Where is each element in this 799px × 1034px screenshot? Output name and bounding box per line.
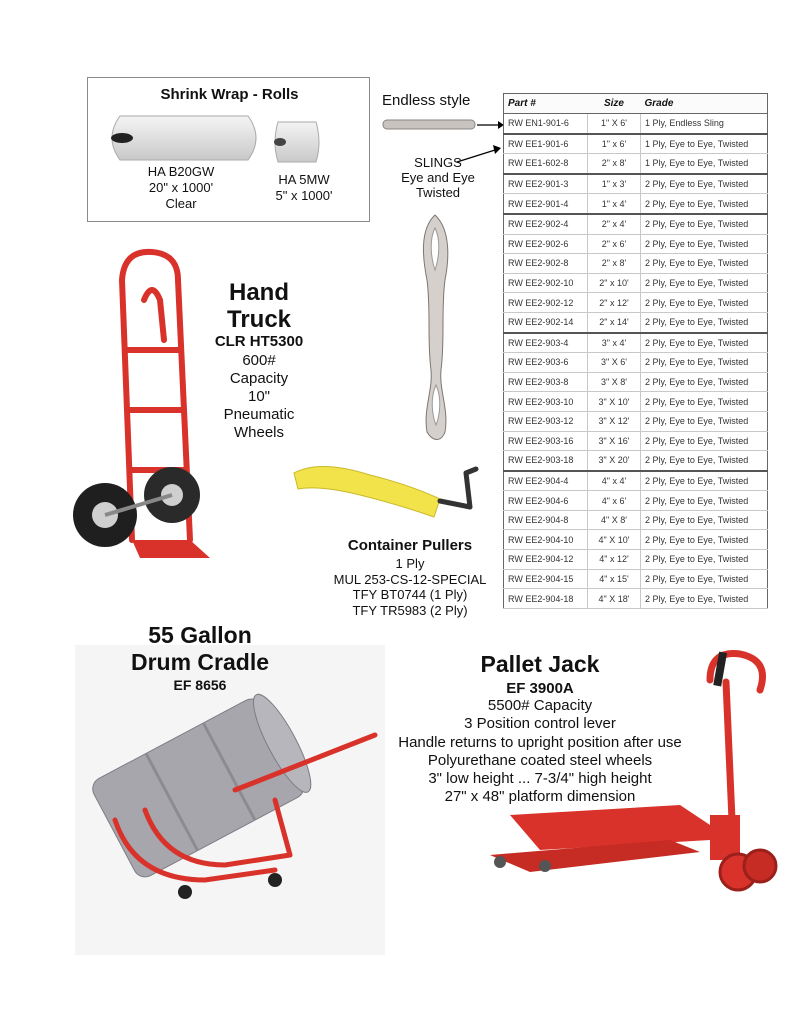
container-pullers-title: Container Pullers <box>347 537 473 554</box>
size-cell: 2" x 8' <box>588 154 641 174</box>
caption-line: 20" x 1000' <box>148 180 214 195</box>
title-line: Truck <box>226 306 292 333</box>
part-number-cell: RW EE2-904-6 <box>504 491 588 511</box>
part-number-cell: RW EE2-904-10 <box>504 530 588 550</box>
table-row <box>504 154 768 174</box>
shrink-wrap-b20gw-caption <box>106 164 256 212</box>
size-cell: 3" X 12' <box>588 411 641 431</box>
part-number-cell: RW EE2-904-18 <box>504 589 588 609</box>
grade-cell: 2 Ply, Eye to Eye, Twisted <box>641 451 768 471</box>
table-row <box>504 550 768 570</box>
drum-cradle-image <box>75 680 385 910</box>
grade-cell: 2 Ply, Eye to Eye, Twisted <box>641 491 768 511</box>
grade-cell: 2 Ply, Eye to Eye, Twisted <box>641 550 768 570</box>
table-row <box>504 372 768 392</box>
size-cell: 2" x 8' <box>588 254 641 274</box>
shrink-wrap-5mw-caption <box>254 172 354 204</box>
table-row <box>504 491 768 511</box>
hand-truck-title <box>207 279 311 333</box>
caption-line: HA 5MW <box>278 172 330 187</box>
part-number-cell: RW EE2-903-6 <box>504 353 588 373</box>
detail-line: TFY BT0744 (1 Ply) <box>352 587 468 602</box>
detail-line: Pneumatic <box>223 406 295 423</box>
grade-cell: 2 Ply, Eye to Eye, Twisted <box>641 530 768 550</box>
part-number-cell: RW EN1-901-6 <box>504 114 588 134</box>
pallet-jack-title: Pallet Jack <box>480 651 600 677</box>
grade-cell: 2 Ply, Eye to Eye, Twisted <box>641 471 768 491</box>
table-row <box>504 471 768 491</box>
caption-line: HA B20GW <box>147 164 215 179</box>
slings-table-body <box>504 114 768 609</box>
part-number-cell: RW EE2-902-14 <box>504 312 588 332</box>
pallet-jack-model: EF 3900A <box>506 680 574 697</box>
detail-line: 600# <box>242 352 276 369</box>
part-number-cell: RW EE2-901-3 <box>504 174 588 194</box>
part-number-cell: RW EE2-903-18 <box>504 451 588 471</box>
table-row <box>504 174 768 194</box>
size-cell: 3" X 16' <box>588 431 641 451</box>
hand-truck-details <box>207 352 311 442</box>
size-cell: 4" X 8' <box>588 510 641 530</box>
eye-sling-image <box>405 210 465 445</box>
part-number-cell: RW EE2-903-12 <box>504 411 588 431</box>
table-row <box>504 589 768 609</box>
size-cell: 4" X 18' <box>588 589 641 609</box>
table-row <box>504 451 768 471</box>
table-row <box>504 234 768 254</box>
grade-cell: 2 Ply, Eye to Eye, Twisted <box>641 392 768 412</box>
shrink-wrap-large-roll-image <box>98 108 268 168</box>
detail-line: 1 Ply <box>395 556 425 571</box>
size-cell: 2" x 10' <box>588 273 641 293</box>
container-pullers-details <box>320 556 500 618</box>
part-number-cell: RW EE2-901-4 <box>504 194 588 214</box>
table-row <box>504 293 768 313</box>
grade-cell: 2 Ply, Eye to Eye, Twisted <box>641 293 768 313</box>
size-cell: 2" x 12' <box>588 293 641 313</box>
shrink-wrap-small-roll-image <box>268 116 328 171</box>
table-row <box>504 214 768 234</box>
part-number-cell: RW EE2-903-4 <box>504 333 588 353</box>
grade-cell: 1 Ply, Eye to Eye, Twisted <box>641 154 768 174</box>
grade-cell: 2 Ply, Eye to Eye, Twisted <box>641 372 768 392</box>
grade-cell: 2 Ply, Eye to Eye, Twisted <box>641 431 768 451</box>
slings-table <box>503 93 768 609</box>
caption-line: 5" x 1000' <box>275 188 333 203</box>
table-row <box>504 114 768 134</box>
grade-cell: 2 Ply, Eye to Eye, Twisted <box>641 569 768 589</box>
part-number-cell: RW EE2-904-8 <box>504 510 588 530</box>
shrink-wrap-box <box>87 77 370 222</box>
table-row <box>504 194 768 214</box>
detail-line: 10" <box>247 388 270 405</box>
slings-label-line: SLINGS <box>414 155 462 170</box>
part-number-cell: RW EE2-903-16 <box>504 431 588 451</box>
grade-cell: 2 Ply, Eye to Eye, Twisted <box>641 333 768 353</box>
size-cell: 1" x 4' <box>588 194 641 214</box>
size-cell: 3" x 4' <box>588 333 641 353</box>
grade-cell: 2 Ply, Eye to Eye, Twisted <box>641 353 768 373</box>
column-header-part: Part # <box>504 94 588 114</box>
title-line: 55 Gallon <box>148 622 252 648</box>
grade-cell: 2 Ply, Eye to Eye, Twisted <box>641 234 768 254</box>
size-cell: 3" X 8' <box>588 372 641 392</box>
table-row <box>504 273 768 293</box>
part-number-cell: RW EE2-904-15 <box>504 569 588 589</box>
detail-line: Polyurethane coated steel wheels <box>427 751 653 769</box>
drum-cradle-title <box>100 622 300 676</box>
size-cell: 2" x 14' <box>588 312 641 332</box>
pallet-jack-details <box>380 697 700 807</box>
detail-line: TFY TR5983 (2 Ply) <box>352 602 468 618</box>
size-cell: 4" x 12' <box>588 550 641 570</box>
grade-cell: 2 Ply, Eye to Eye, Twisted <box>641 174 768 194</box>
title-line: Drum Cradle <box>130 649 270 675</box>
detail-line: Handle returns to upright position after use <box>398 733 682 751</box>
table-header-row <box>504 94 768 114</box>
size-cell: 3" X 20' <box>588 451 641 471</box>
size-cell: 3" X 10' <box>588 392 641 412</box>
size-cell: 4" X 10' <box>588 530 641 550</box>
size-cell: 3" X 6' <box>588 353 641 373</box>
part-number-cell: RW EE2-903-8 <box>504 372 588 392</box>
grade-cell: 1 Ply, Endless Sling <box>641 114 768 134</box>
size-cell: 2" x 6' <box>588 234 641 254</box>
grade-cell: 2 Ply, Eye to Eye, Twisted <box>641 589 768 609</box>
table-row <box>504 353 768 373</box>
title-line: Hand <box>229 279 289 306</box>
table-row <box>504 312 768 332</box>
detail-line: 3" low height ... 7-3/4" high height <box>428 770 652 788</box>
size-cell: 1" x 6' <box>588 134 641 154</box>
table-row <box>504 254 768 274</box>
grade-cell: 2 Ply, Eye to Eye, Twisted <box>641 194 768 214</box>
detail-line: Capacity <box>229 370 289 387</box>
grade-cell: 2 Ply, Eye to Eye, Twisted <box>641 510 768 530</box>
part-number-cell: RW EE1-602-8 <box>504 154 588 174</box>
grade-cell: 2 Ply, Eye to Eye, Twisted <box>641 214 768 234</box>
part-number-cell: RW EE2-902-10 <box>504 273 588 293</box>
part-number-cell: RW EE2-903-10 <box>504 392 588 412</box>
table-row <box>504 333 768 353</box>
grade-cell: 1 Ply, Eye to Eye, Twisted <box>641 134 768 154</box>
part-number-cell: RW EE2-902-12 <box>504 293 588 313</box>
table-row <box>504 431 768 451</box>
hand-truck-image <box>60 240 230 570</box>
detail-line: 27" x 48" platform dimension <box>444 788 636 806</box>
size-cell: 1" X 6' <box>588 114 641 134</box>
size-cell: 4" x 15' <box>588 569 641 589</box>
column-header-size: Size <box>588 94 641 114</box>
size-cell: 4" x 4' <box>588 471 641 491</box>
column-header-grade: Grade <box>641 94 768 114</box>
hand-truck-model: CLR HT5300 <box>214 333 304 350</box>
grade-cell: 2 Ply, Eye to Eye, Twisted <box>641 312 768 332</box>
table-row <box>504 392 768 412</box>
drum-cradle-model: EF 8656 <box>173 677 227 693</box>
part-number-cell: RW EE2-902-8 <box>504 254 588 274</box>
part-number-cell: RW EE2-902-6 <box>504 234 588 254</box>
grade-cell: 2 Ply, Eye to Eye, Twisted <box>641 411 768 431</box>
grade-cell: 2 Ply, Eye to Eye, Twisted <box>641 254 768 274</box>
container-puller-image <box>290 455 495 535</box>
detail-line: MUL 253-CS-12-SPECIAL <box>333 571 487 587</box>
detail-line: 5500# Capacity <box>487 697 593 714</box>
detail-line: Wheels <box>233 424 285 441</box>
grade-cell: 2 Ply, Eye to Eye, Twisted <box>641 273 768 293</box>
part-number-cell: RW EE2-904-4 <box>504 471 588 491</box>
part-number-cell: RW EE2-904-12 <box>504 550 588 570</box>
shrink-wrap-title: Shrink Wrap - Rolls <box>160 86 299 103</box>
table-row <box>504 530 768 550</box>
caption-line: Clear <box>165 196 197 211</box>
table-row <box>504 569 768 589</box>
size-cell: 4" x 6' <box>588 491 641 511</box>
part-number-cell: RW EE2-902-4 <box>504 214 588 234</box>
slings-label-line: Twisted <box>415 185 461 200</box>
slings-label-line: Eye and Eye <box>401 170 475 185</box>
size-cell: 1" x 3' <box>588 174 641 194</box>
endless-sling-image <box>380 115 505 135</box>
size-cell: 2" x 4' <box>588 214 641 234</box>
part-number-cell: RW EE1-901-6 <box>504 134 588 154</box>
detail-line: 3 Position control lever <box>464 715 616 733</box>
table-row <box>504 510 768 530</box>
table-row <box>504 411 768 431</box>
slings-arrow <box>455 140 505 165</box>
table-row <box>504 134 768 154</box>
endless-style-label: Endless style <box>382 92 471 109</box>
